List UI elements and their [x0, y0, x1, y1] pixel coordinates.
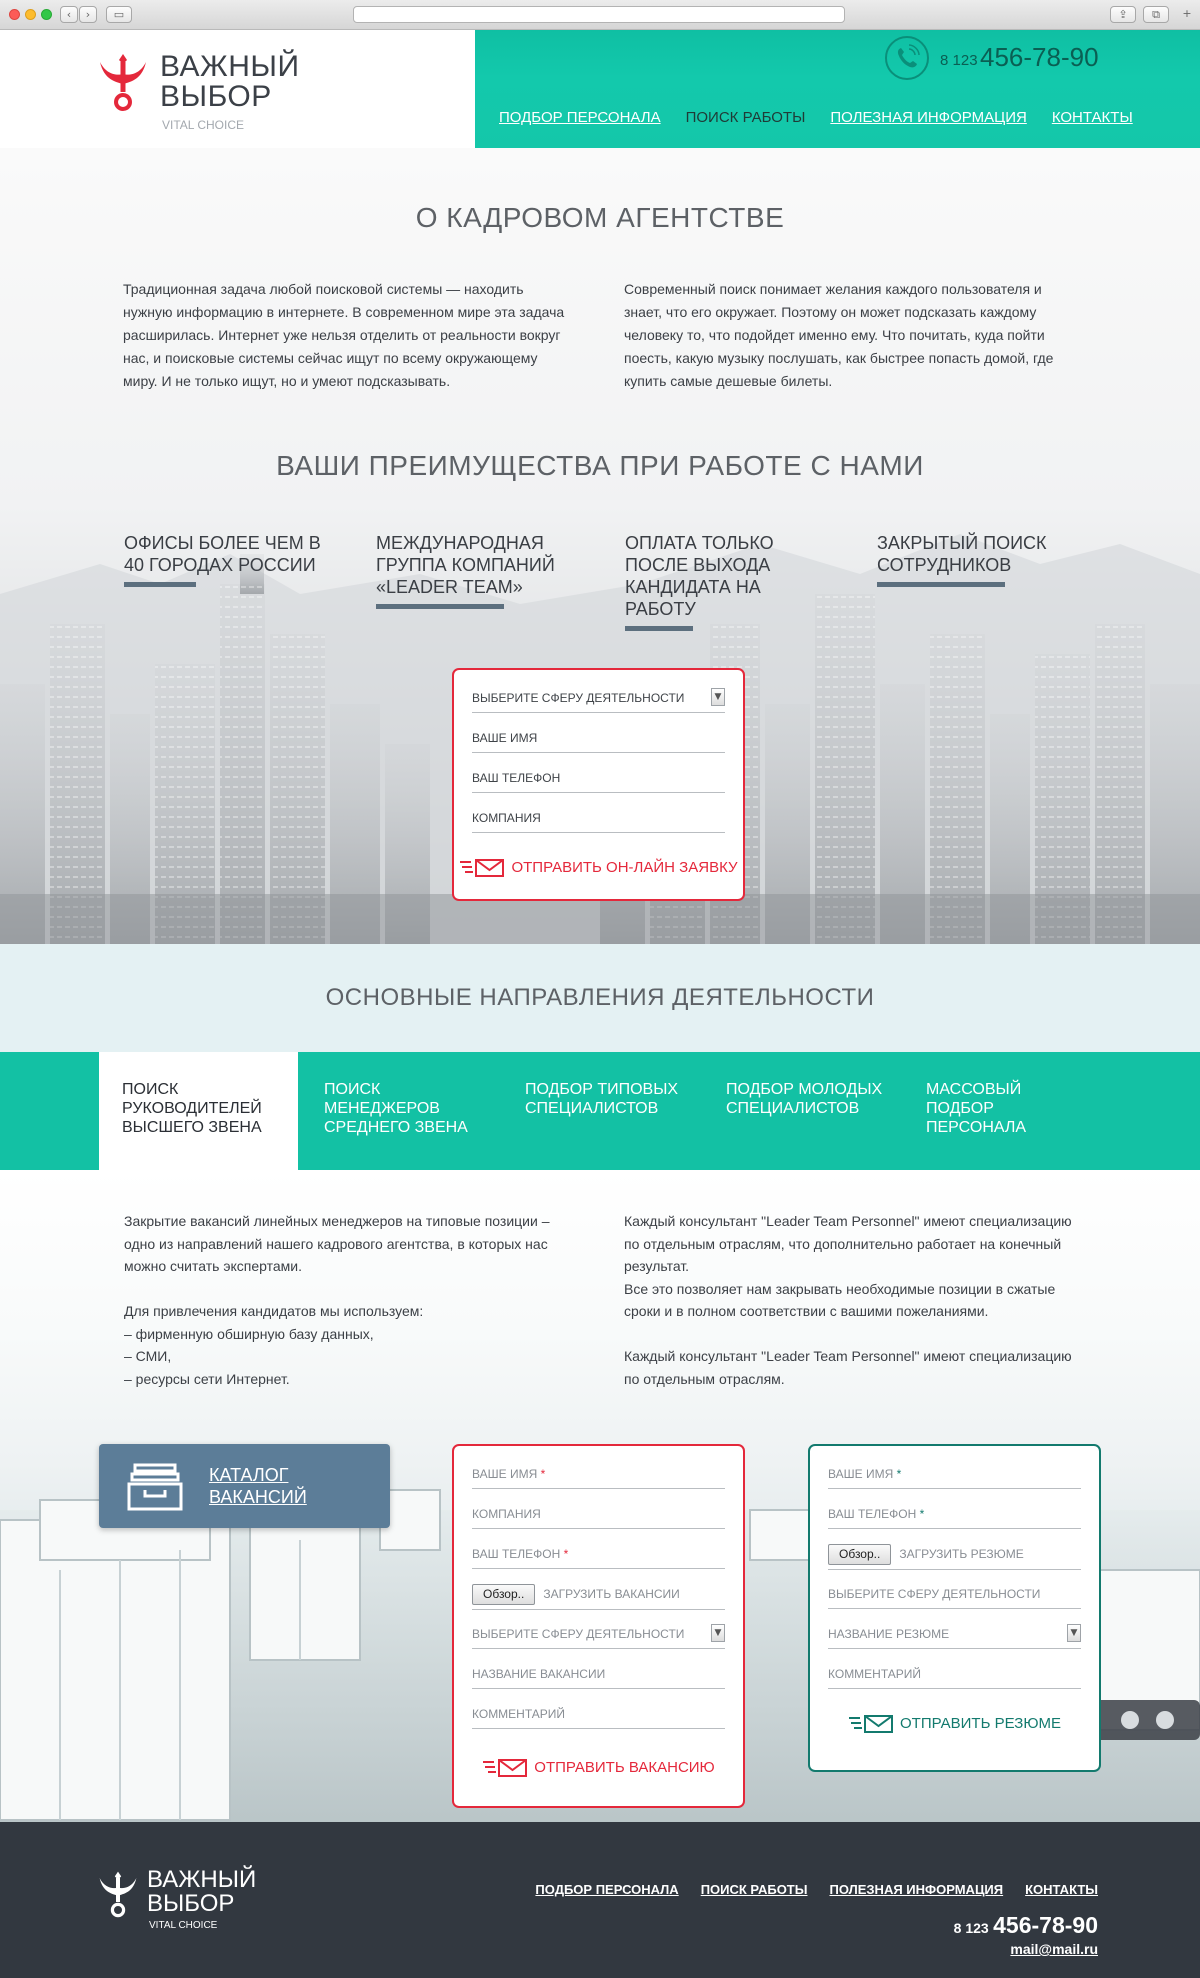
vacancy-phone-placeholder: ВАШ ТЕЛЕФОН	[472, 1547, 561, 1561]
advantages-title: ВАШИ ПРЕИМУЩЕСТВА ПРИ РАБОТЕ С НАМИ	[276, 450, 924, 481]
send-mail-icon	[482, 1758, 528, 1778]
vacancy-comment-placeholder: КОММЕНТАРИЙ	[472, 1707, 566, 1721]
catalog-button[interactable]	[99, 1444, 390, 1528]
resume-sphere-label: ВЫБЕРИТЕ СФЕРУ ДЕЯТЕЛЬНОСТИ	[828, 1587, 1041, 1601]
phone-icon	[885, 36, 929, 80]
advantage-item	[625, 532, 835, 631]
advantage-item	[877, 532, 1057, 587]
footer-email-link[interactable]: mail@mail.ru	[1010, 1941, 1098, 1957]
directions-text-right: Каждый консультант "Leader Team Personnel" имеют специализацию по отдельным отраслям, что дополнительно работает на конечный результат. Все это позволяет нам закрывать необходимые позиции в сжатые сроки и в полном соответствии с вашими пожеланиями. Каждый консультант "Leader Team Personnel" имеют специализацию по отдельным отраслям.	[624, 1213, 1072, 1387]
advantage-text: МЕЖДУНАРОДНАЯ ГРУППА КОМПАНИЙ «LEADER TEAM»	[376, 533, 555, 597]
footer-logo-icon[interactable]	[98, 1870, 138, 1918]
vacancy-sphere-select[interactable]	[472, 1622, 725, 1649]
vacancy-title-field[interactable]	[472, 1662, 725, 1689]
submit-request-label: ОТПРАВИТЬ ОН-ЛАЙН ЗАЯВКУ	[511, 858, 738, 876]
tab-young-specialists[interactable]: ПОДБОР МОЛОДЫХ СПЕЦИАЛИСТОВ	[726, 1081, 883, 1117]
phone-field[interactable]	[472, 766, 725, 793]
footer-link-contacts[interactable]: КОНТАКТЫ	[1025, 1882, 1098, 1897]
directions-tabs	[0, 1052, 1200, 1170]
phone-number[interactable]: 456-78-90	[980, 42, 1099, 72]
send-mail-icon	[848, 1714, 894, 1734]
nav-link-job-search[interactable]: ПОИСК РАБОТЫ	[685, 109, 806, 126]
advantage-text: ОФИСЫ БОЛЕЕ ЧЕМ В 40 ГОРОДАХ РОССИИ	[124, 533, 321, 575]
footer-logo-subtitle: VITAL CHOICE	[149, 1920, 218, 1931]
footer-phone-prefix: 8 123	[953, 1920, 989, 1936]
resume-form	[808, 1444, 1101, 1772]
advantage-item	[124, 532, 324, 587]
tabs-icon[interactable]: ⧉	[1143, 6, 1169, 23]
footer-link-personnel[interactable]: ПОДБОР ПЕРСОНАЛА	[535, 1882, 679, 1897]
advantage-text: ОПЛАТА ТОЛЬКО ПОСЛЕ ВЫХОДА КАНДИДАТА НА РАБОТУ	[625, 533, 774, 619]
name-field-placeholder: ВАШЕ ИМЯ	[472, 731, 538, 745]
footer-nav	[535, 1882, 1098, 1897]
hero-section	[0, 148, 1200, 944]
catalog-label: КАТАЛОГ ВАКАНСИЙ	[209, 1465, 307, 1507]
browser-toolbar	[0, 0, 1200, 30]
footer-logo-title: ВАЖНЫЙ ВЫБОР	[147, 1866, 257, 1917]
vacancy-company-field[interactable]	[472, 1502, 725, 1529]
footer-phone-number: 456-78-90	[993, 1912, 1098, 1938]
back-icon[interactable]: ‹	[60, 6, 78, 23]
vacancy-upload-field	[472, 1582, 725, 1610]
resume-comment-field[interactable]	[828, 1662, 1081, 1689]
logo-title: ВАЖНЫЙ ВЫБОР	[160, 50, 300, 113]
new-tab-icon[interactable]: +	[1182, 7, 1192, 20]
tab-top-managers[interactable]: ПОИСК РУКОВОДИТЕЛЕЙ ВЫСШЕГО ЗВЕНА	[99, 1052, 298, 1170]
address-bar[interactable]	[353, 6, 845, 23]
nav-link-personnel[interactable]: ПОДБОР ПЕРСОНАЛА	[499, 109, 661, 126]
required-mark: *	[540, 1467, 546, 1481]
nav-link-contacts[interactable]: КОНТАКТЫ	[1051, 109, 1133, 126]
required-mark: *	[896, 1467, 902, 1481]
chevron-down-icon[interactable]: ▼	[1067, 1624, 1081, 1642]
tab-mass-recruitment[interactable]: МАССОВЫЙ ПОДБОР ПЕРСОНАЛА	[926, 1081, 1027, 1136]
sidebar-icon[interactable]: ▭	[106, 6, 132, 23]
logo-icon	[98, 52, 148, 112]
site-header	[0, 30, 1200, 148]
about-title: О КАДРОВОМ АГЕНТСТВЕ	[415, 202, 785, 233]
tab-typical-specialists[interactable]: ПОДБОР ТИПОВЫХ СПЕЦИАЛИСТОВ	[525, 1081, 679, 1117]
minimize-window-button[interactable]	[25, 9, 36, 20]
site-footer	[0, 1822, 1200, 1978]
forward-icon[interactable]: ›	[79, 6, 97, 23]
logo[interactable]	[98, 52, 308, 132]
vacancy-title-placeholder: НАЗВАНИЕ ВАКАНСИИ	[472, 1667, 606, 1681]
advantage-underline	[877, 582, 1005, 587]
directions-header	[0, 944, 1200, 1052]
maximize-window-button[interactable]	[41, 9, 52, 20]
resume-title-select[interactable]	[828, 1622, 1081, 1649]
footer-link-job-search[interactable]: ПОИСК РАБОТЫ	[700, 1882, 808, 1897]
share-icon[interactable]: ⇪	[1110, 6, 1136, 23]
sphere-select-label: ВЫБЕРИТЕ СФЕРУ ДЕЯТЕЛЬНОСТИ	[472, 691, 685, 705]
company-field[interactable]	[472, 806, 725, 833]
vacancy-upload-label: ЗАГРУЗИТЬ ВАКАНСИИ	[543, 1587, 680, 1601]
name-field[interactable]	[472, 726, 725, 753]
advantage-underline	[124, 582, 196, 587]
submit-resume-label: ОТПРАВИТЬ РЕЗЮМЕ	[900, 1714, 1061, 1732]
resume-sphere-field[interactable]	[828, 1582, 1081, 1609]
resume-name-field[interactable]	[828, 1462, 1081, 1489]
vacancy-company-placeholder: КОМПАНИЯ	[472, 1507, 541, 1521]
vacancy-phone-field[interactable]	[472, 1542, 725, 1569]
header-panel	[475, 30, 1200, 148]
resume-upload-field	[828, 1542, 1081, 1570]
footer-phone[interactable]	[954, 1912, 1098, 1939]
resume-title-label: НАЗВАНИЕ РЕЗЮМЕ	[828, 1627, 950, 1641]
directions-title: ОСНОВНЫЕ НАПРАВЛЕНИЯ ДЕЯТЕЛЬНОСТИ	[325, 984, 875, 1011]
phone-field-placeholder: ВАШ ТЕЛЕФОН	[472, 771, 561, 785]
directions-content	[0, 1170, 1200, 1822]
resume-phone-placeholder: ВАШ ТЕЛЕФОН	[828, 1507, 917, 1521]
tab-middle-managers[interactable]: ПОИСК МЕНЕДЖЕРОВ СРЕДНЕГО ЗВЕНА	[324, 1081, 468, 1136]
vacancy-name-field[interactable]	[472, 1462, 725, 1489]
submit-resume-button[interactable]	[810, 1714, 1099, 1734]
chevron-down-icon[interactable]: ▼	[711, 688, 725, 706]
footer-link-useful-info[interactable]: ПОЛЕЗНАЯ ИНФОРМАЦИЯ	[829, 1882, 1004, 1897]
resume-browse-button[interactable]: Обзор..	[828, 1544, 891, 1565]
advantage-underline	[376, 604, 504, 609]
advantage-text: ЗАКРЫТЫЙ ПОИСК СОТРУДНИКОВ	[877, 533, 1047, 575]
vacancy-comment-field[interactable]	[472, 1702, 725, 1729]
close-window-button[interactable]	[9, 9, 20, 20]
required-mark: *	[563, 1547, 569, 1561]
archive-drawer-icon	[127, 1462, 183, 1512]
directions-text-left: Закрытие вакансий линейных менеджеров на типовые позиции – одно из направлений нашего кадрового агентства, в которых нас можно считать экспертами. Для привлечения кандидатов мы используем: – фирменную обширную базу данных, – СМИ, – ресурсы сети Интернет.	[124, 1213, 550, 1387]
submit-vacancy-button[interactable]	[454, 1758, 743, 1778]
vacancy-browse-button[interactable]: Обзор..	[472, 1584, 535, 1605]
vacancy-name-placeholder: ВАШЕ ИМЯ	[472, 1467, 538, 1481]
logo-subtitle: VITAL CHOICE	[162, 118, 245, 132]
vacancy-form	[452, 1444, 745, 1808]
advantage-underline	[625, 626, 693, 631]
about-text-right: Современный поиск понимает желания каждого пользователя и знает, что его окружает. Поэтому он может подсказать каждому человеку то, что подойдет именно ему. Что почитать, куда пойти поесть, какую музыку послушать, как быстрее попасть домой, где купить самые дешевые билеты.	[624, 281, 1054, 389]
advantage-item	[376, 532, 566, 609]
resume-upload-label: ЗАГРУЗИТЬ РЕЗЮМЕ	[899, 1547, 1024, 1561]
resume-comment-placeholder: КОММЕНТАРИЙ	[828, 1667, 922, 1681]
company-field-placeholder: КОМПАНИЯ	[472, 811, 541, 825]
send-mail-icon	[459, 858, 505, 878]
required-mark: *	[919, 1507, 925, 1521]
submit-request-button[interactable]	[454, 858, 743, 878]
resume-phone-field[interactable]	[828, 1502, 1081, 1529]
online-request-form	[452, 668, 745, 901]
submit-vacancy-label: ОТПРАВИТЬ ВАКАНСИЮ	[534, 1758, 715, 1776]
resume-name-placeholder: ВАШЕ ИМЯ	[828, 1467, 894, 1481]
nav-link-useful-info[interactable]: ПОЛЕЗНАЯ ИНФОРМАЦИЯ	[830, 109, 1027, 126]
sphere-select[interactable]	[472, 686, 725, 713]
vacancy-sphere-label: ВЫБЕРИТЕ СФЕРУ ДЕЯТЕЛЬНОСТИ	[472, 1627, 685, 1641]
about-text-left: Традиционная задача любой поисковой системы — находить нужную информацию в интернете. В современном мире эта задача расширилась. Интернет уже нельзя отделить от реальности вокруг нас, и поисковые системы сейчас ищут по всему окружающему миру. И не только ищут, но и умеют подсказывать.	[123, 281, 565, 389]
phone-prefix: 8 123	[940, 52, 978, 69]
main-nav	[499, 109, 1133, 126]
chevron-down-icon[interactable]: ▼	[711, 1624, 725, 1642]
